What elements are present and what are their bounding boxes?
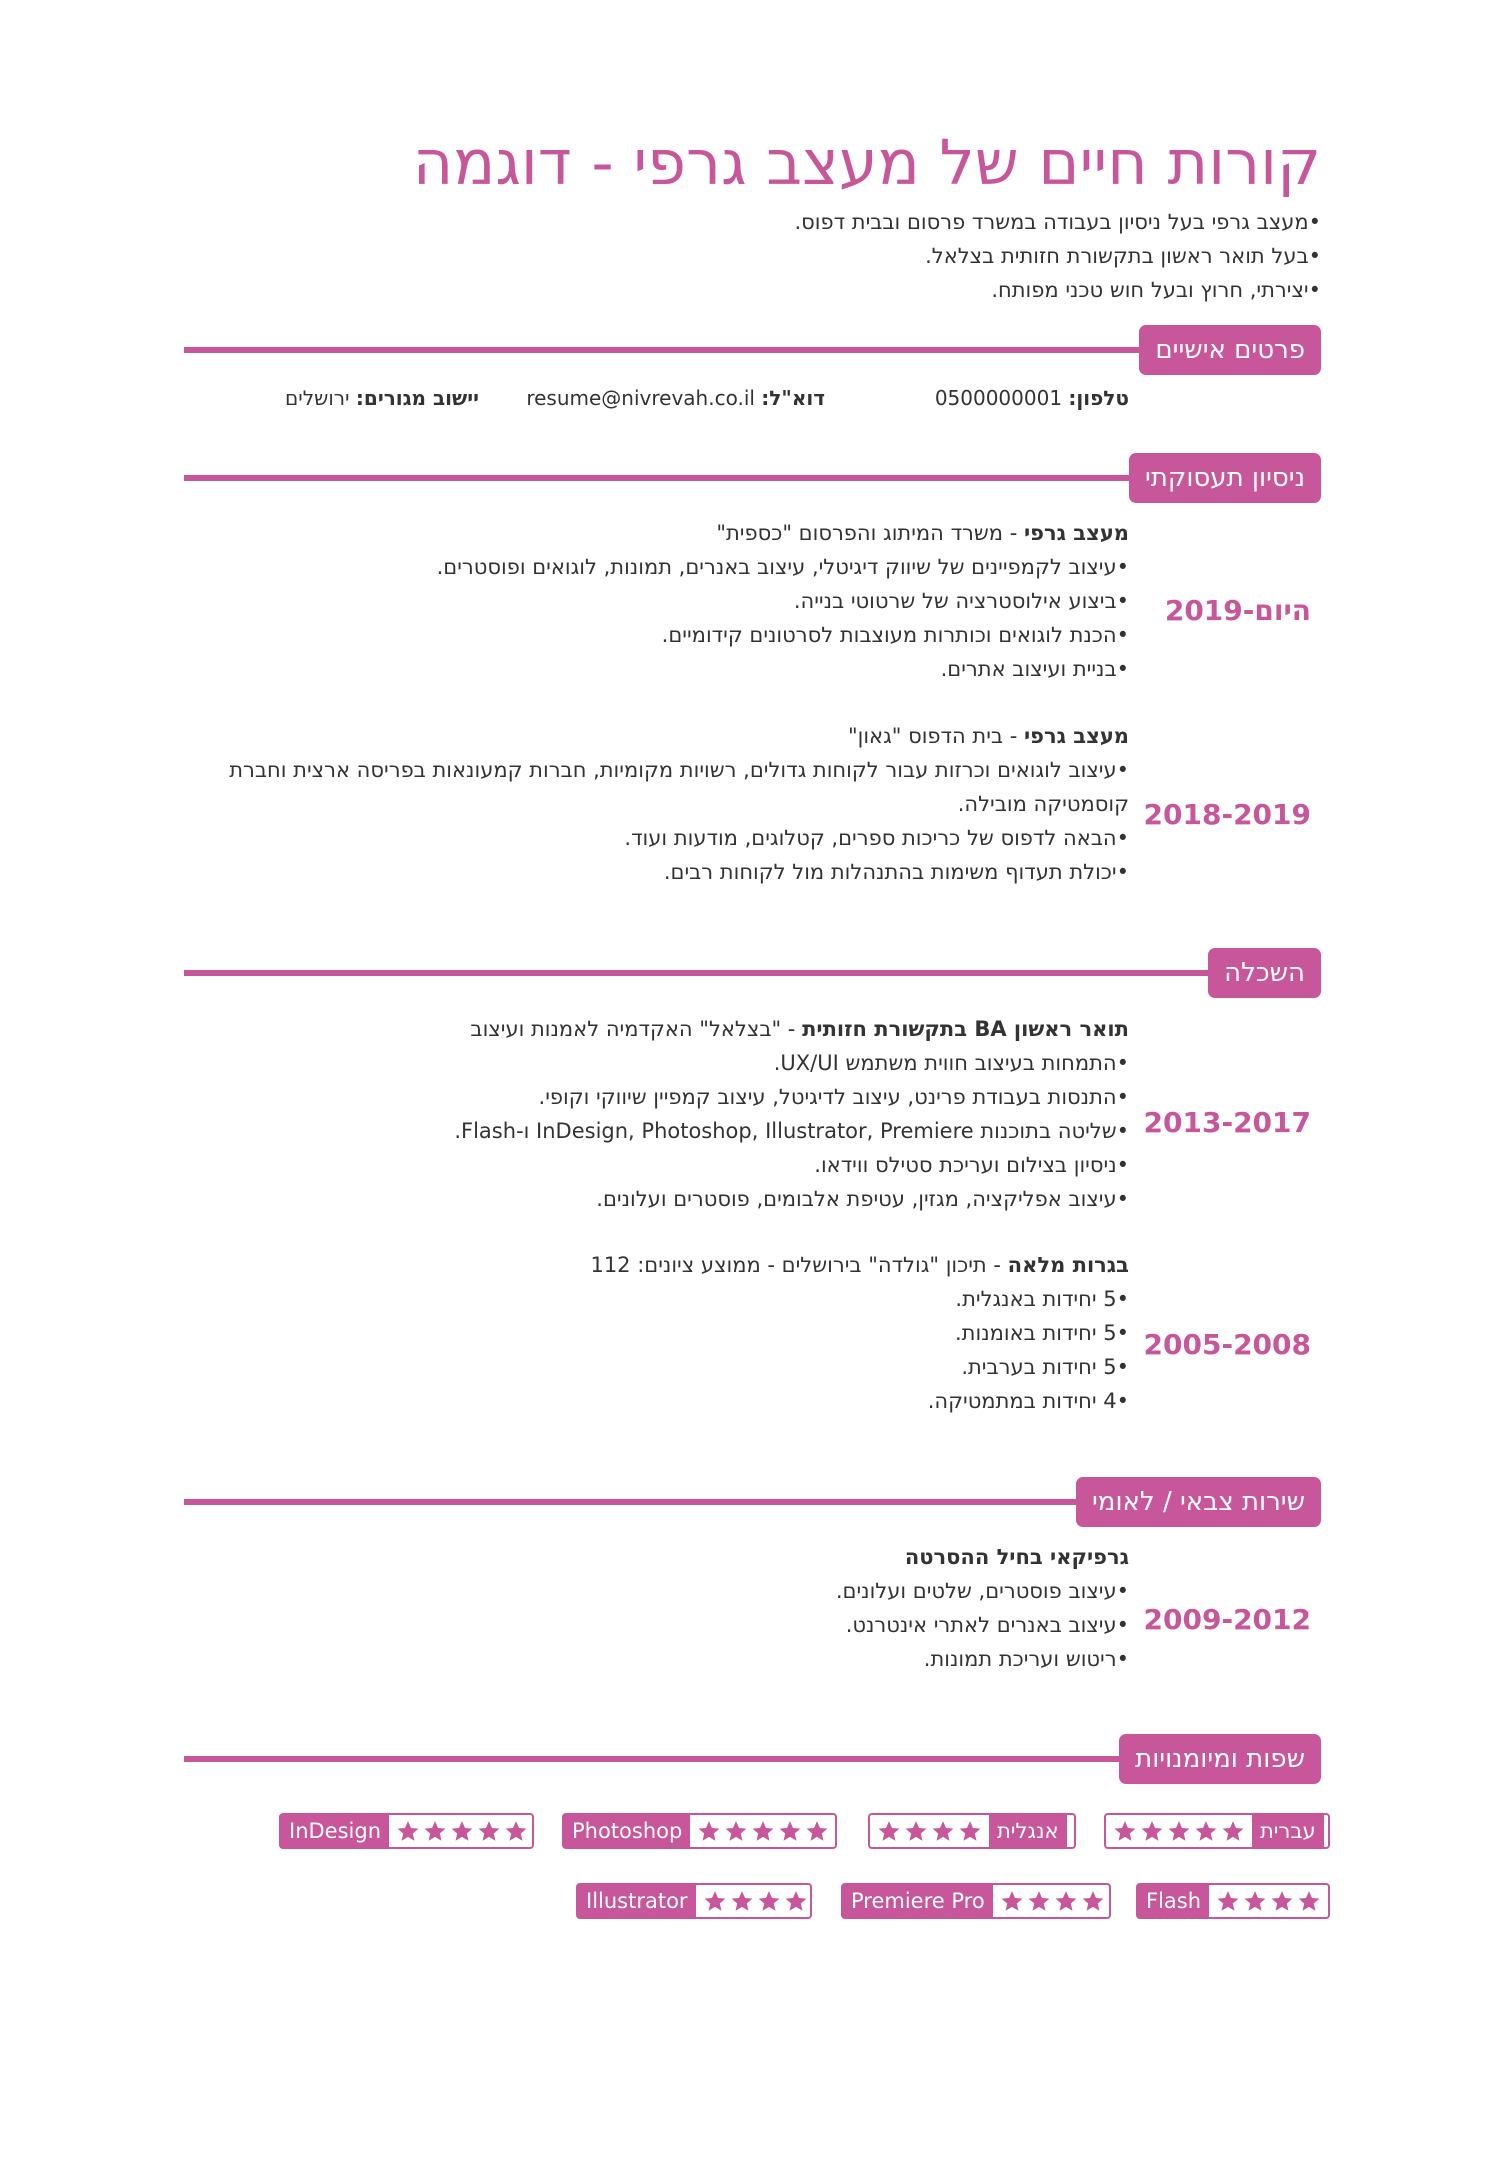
list-item: •ניסיון בצילום ועריכת סטילס ווידאו. [814, 1153, 1129, 1177]
list-item: •4 יחידות במתמטיקה. [927, 1389, 1129, 1413]
star-icon [903, 1819, 929, 1844]
education-entry [229, 1248, 1129, 1418]
skill-label: עברית [1252, 1815, 1324, 1847]
entry-years: 2013-2017 [1143, 1106, 1311, 1139]
entry-org: - "בצלאל" האקדמיה לאמנות ועיצוב [470, 1017, 803, 1041]
skill-badge [841, 1883, 1111, 1919]
list-item: •שליטה בתוכנות InDesign, Photoshop, Illustrator, Premiere ו-Flash. [454, 1119, 1129, 1143]
section-header-personal: פרטים אישיים [1139, 325, 1321, 375]
entry-role: גרפיקאי בחיל ההסרטה [904, 1545, 1129, 1569]
list-item: •בניית ועיצוב אתרים. [940, 657, 1129, 681]
skill-label: InDesign [281, 1815, 389, 1847]
star-icon [1296, 1889, 1322, 1914]
star-icon [876, 1819, 902, 1844]
star-rating [993, 1885, 1112, 1917]
list-item: •5 יחידות באנגלית. [955, 1287, 1129, 1311]
phone-value: 0500000001 [934, 386, 1063, 410]
star-icon [1193, 1819, 1219, 1844]
star-icon [1220, 1819, 1246, 1844]
star-icon [702, 1889, 728, 1914]
residence-value: ירושלים [285, 386, 350, 410]
list-item: •ביצוע אילוסטרציה של שרטוטי בנייה. [793, 589, 1129, 613]
email-label: דוא"ל: [761, 386, 825, 410]
skill-badge [868, 1813, 1076, 1849]
entry-years: 2018-2019 [1143, 798, 1311, 831]
experience-entry [229, 516, 1129, 686]
section-header-skills: שפות ומיומנויות [1119, 1734, 1321, 1784]
list-item: •יכולת תעדוף משימות בהתנהלות מול לקוחות רבים. [663, 860, 1129, 884]
skill-label: Photoshop [564, 1815, 690, 1847]
skill-label: Premiere Pro [843, 1885, 993, 1917]
star-icon [1215, 1889, 1241, 1914]
entry-role: בגרות מלאה [1007, 1253, 1129, 1277]
skill-badge [1104, 1813, 1330, 1849]
star-icon [1053, 1889, 1079, 1914]
intro [795, 205, 1322, 307]
entry-role: מעצב גרפי [1023, 521, 1129, 545]
star-icon [1166, 1819, 1192, 1844]
contact-email [526, 386, 825, 410]
star-icon [756, 1889, 782, 1914]
entry-org: - משרד המיתוג והפרסום "כספית" [716, 521, 1024, 545]
skill-badge [562, 1813, 837, 1849]
skill-label: אנגלית [989, 1815, 1067, 1847]
star-icon [395, 1819, 421, 1844]
list-item: •עיצוב לקמפיינים של שיווק דיגיטלי, עיצוב באנרים, תמונות, לוגואים ופוסטרים. [436, 555, 1129, 579]
list-item: •עיצוב אפליקציה, מגזין, עטיפת אלבומים, פוסטרים ועלונים. [596, 1187, 1129, 1211]
star-icon [696, 1819, 722, 1844]
service-entry [229, 1540, 1129, 1676]
star-icon [957, 1819, 983, 1844]
star-icon [783, 1889, 809, 1914]
star-icon [422, 1819, 448, 1844]
list-item: •עיצוב לוגואים וכרזות עבור לקוחות גדולים, רשויות מקומיות, חברות קמעונאות בפריסה ארצית וחברת קוסמטיקה מובילה. [229, 758, 1129, 816]
entry-role: תואר ראשון BA בתקשורת חזותית [802, 1017, 1129, 1041]
skill-badge [576, 1883, 812, 1919]
star-icon [930, 1819, 956, 1844]
education-entry [229, 1012, 1129, 1216]
star-icon [476, 1819, 502, 1844]
star-icon [1139, 1819, 1165, 1844]
contact-phone [935, 386, 1129, 410]
intro-line: •מעצב גרפי בעל ניסיון בעבודה במשרד פרסום ובבית דפוס. [794, 210, 1321, 234]
section-header-service: שירות צבאי / לאומי [1076, 1477, 1321, 1527]
list-item: •התמחות בעיצוב חווית משתמש UX/UI. [773, 1051, 1129, 1075]
section-header-education: השכלה [1208, 948, 1321, 998]
page-title: קורות חיים של מעצב גרפי - דוגמה [412, 126, 1321, 199]
star-icon [729, 1889, 755, 1914]
star-rating [389, 1815, 535, 1847]
entry-years: 2009-2012 [1143, 1603, 1311, 1636]
list-item: •ריטוש ועריכת תמונות. [923, 1647, 1129, 1671]
star-icon [449, 1819, 475, 1844]
star-icon [804, 1819, 830, 1844]
entry-org: - בית הדפוס "גאון" [847, 724, 1024, 748]
phone-label: טלפון: [1068, 386, 1129, 410]
skill-badge [1136, 1883, 1330, 1919]
star-icon [1026, 1889, 1052, 1914]
list-item: •הבאה לדפוס של כריכות ספרים, קטלוגים, מודעות ועוד. [624, 826, 1129, 850]
star-icon [1080, 1889, 1106, 1914]
star-rating [870, 1815, 989, 1847]
star-icon [999, 1889, 1025, 1914]
list-item: •עיצוב פוסטרים, שלטים ועלונים. [835, 1579, 1129, 1603]
star-rating [690, 1815, 836, 1847]
intro-line: •יצירתי, חרוץ ובעל חוש טכני מפותח. [991, 278, 1321, 302]
skill-badge [279, 1813, 534, 1849]
intro-line: •בעל תואר ראשון בתקשורת חזותית בצלאל. [925, 244, 1321, 268]
list-item: •התנסות בעבודת פרינט, עיצוב לדיגיטל, עיצוב קמפיין שיווקי וקופי. [538, 1085, 1129, 1109]
star-rating [1209, 1885, 1328, 1917]
skill-label: Flash [1138, 1885, 1209, 1917]
entry-org: - תיכון "גולדה" בירושלים - ממוצע ציונים: 112 [590, 1253, 1008, 1277]
contact-residence [285, 386, 479, 410]
residence-label: יישוב מגורים: [355, 386, 479, 410]
list-item: •עיצוב באנרים לאתרי אינטרנט. [845, 1613, 1129, 1637]
star-icon [1242, 1889, 1268, 1914]
entry-years: 2019-היום [1164, 594, 1311, 627]
list-item: •5 יחידות בערבית. [961, 1355, 1129, 1379]
star-icon [1112, 1819, 1138, 1844]
section-divider [184, 970, 1309, 976]
star-icon [503, 1819, 529, 1844]
email-value: resume@nivrevah.co.il [526, 386, 755, 410]
star-icon [750, 1819, 776, 1844]
entry-role: מעצב גרפי [1023, 724, 1129, 748]
experience-entry [219, 719, 1129, 889]
section-header-experience: ניסיון תעסוקתי [1129, 453, 1321, 503]
star-icon [723, 1819, 749, 1844]
skill-label: Illustrator [578, 1885, 696, 1917]
entry-years: 2005-2008 [1143, 1328, 1311, 1361]
list-item: •5 יחידות באומנות. [955, 1321, 1129, 1345]
list-item: •הכנת לוגואים וכותרות מעוצבות לסרטונים קידומיים. [661, 623, 1129, 647]
star-icon [777, 1819, 803, 1844]
star-rating [696, 1885, 815, 1917]
star-rating [1106, 1815, 1252, 1847]
star-icon [1269, 1889, 1295, 1914]
